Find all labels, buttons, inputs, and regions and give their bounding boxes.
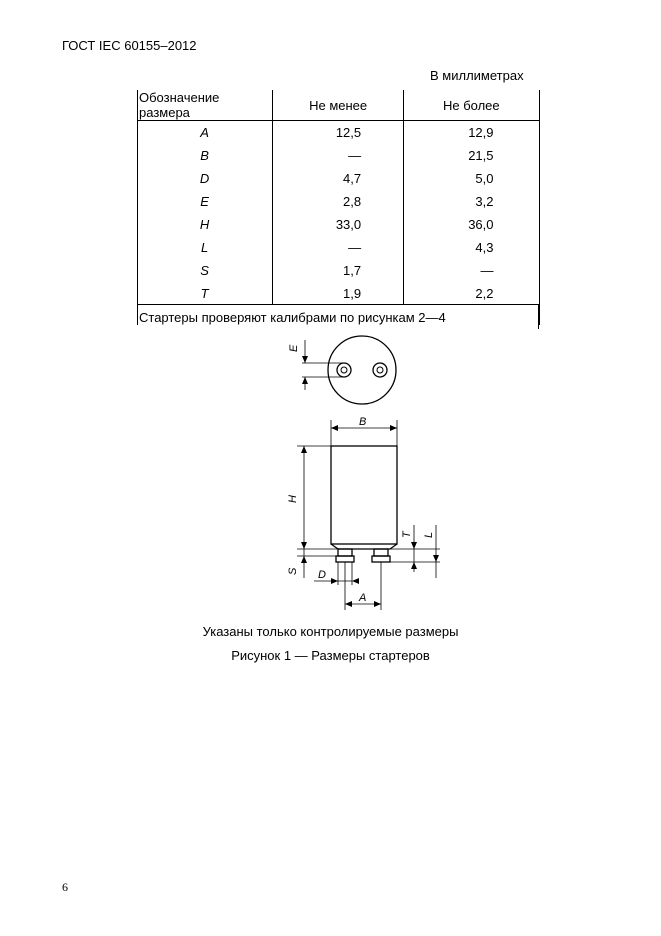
starter-top-view: [328, 336, 396, 404]
table-header-row: [137, 90, 539, 121]
table-row: [137, 167, 539, 190]
table-row: [137, 282, 539, 305]
table-cell: 2,8: [273, 190, 404, 213]
dim-label-s: S: [287, 567, 299, 575]
table-cell: 3,2: [475, 194, 494, 209]
pin-right-top: [373, 363, 387, 377]
table-cell: B: [137, 144, 273, 167]
table-row: [137, 121, 539, 145]
dim-label-h: H: [287, 495, 299, 503]
dim-label-b: B: [359, 416, 367, 428]
table-cell: E: [137, 190, 273, 213]
dim-label-t: T: [401, 531, 413, 538]
table-cell: 2,2: [475, 285, 494, 301]
column-header: Обозначение размера: [137, 90, 273, 121]
dimensions-table: [137, 90, 539, 329]
table-cell: 5,0: [475, 171, 494, 186]
table-cell: —: [480, 263, 494, 278]
table-cell: S: [137, 259, 273, 282]
document-header: ГОСТ IEC 60155–2012: [62, 38, 197, 53]
table-cell: —: [273, 144, 404, 167]
table-cell: 1,9: [273, 282, 404, 305]
column-header: Не менее: [273, 90, 404, 121]
figure-caption: Рисунок 1 — Размеры стартеров: [231, 648, 430, 663]
column-header: Не более: [404, 90, 539, 121]
table-cell: 4,3: [475, 240, 494, 255]
table-note-row: [137, 305, 539, 330]
table-cell: —: [273, 236, 404, 259]
pin-right-side: [374, 549, 388, 556]
pin-left-side: [338, 549, 352, 556]
dim-label-a: A: [359, 592, 367, 604]
dim-label-l: L: [423, 531, 435, 538]
pin-left-top: [337, 363, 351, 377]
table-cell: A: [137, 121, 273, 145]
table-cell: 1,7: [273, 259, 404, 282]
table-cell: L: [137, 236, 273, 259]
table-row: [137, 144, 539, 167]
table-row: [137, 213, 539, 236]
table-cell: 21,5: [468, 148, 494, 163]
page-number: 6: [62, 880, 68, 894]
starter-body: [331, 446, 397, 544]
dim-label-e: E: [288, 344, 300, 352]
table-cell: D: [137, 167, 273, 190]
dim-label-d: D: [318, 569, 326, 581]
table-cell: 33,0: [273, 213, 404, 236]
table-cell: 36,0: [468, 217, 494, 232]
table-row: [137, 190, 539, 213]
table-cell: 4,7: [273, 167, 404, 190]
table-row: [137, 236, 539, 259]
table-cell: 12,5: [273, 121, 404, 145]
table-note: Стартеры проверяют калибрами по рисункам 2—4: [137, 305, 539, 330]
table-right-border: [539, 90, 540, 325]
units-label: В миллиметрах: [430, 68, 524, 83]
table-cell: H: [137, 213, 273, 236]
table-row: [137, 259, 539, 282]
starter-dimension-drawing: [270, 330, 450, 620]
figure-note: Указаны только контролируемые размеры: [202, 624, 459, 639]
table-cell: T: [137, 282, 273, 305]
table-cell: 12,9: [468, 125, 494, 140]
